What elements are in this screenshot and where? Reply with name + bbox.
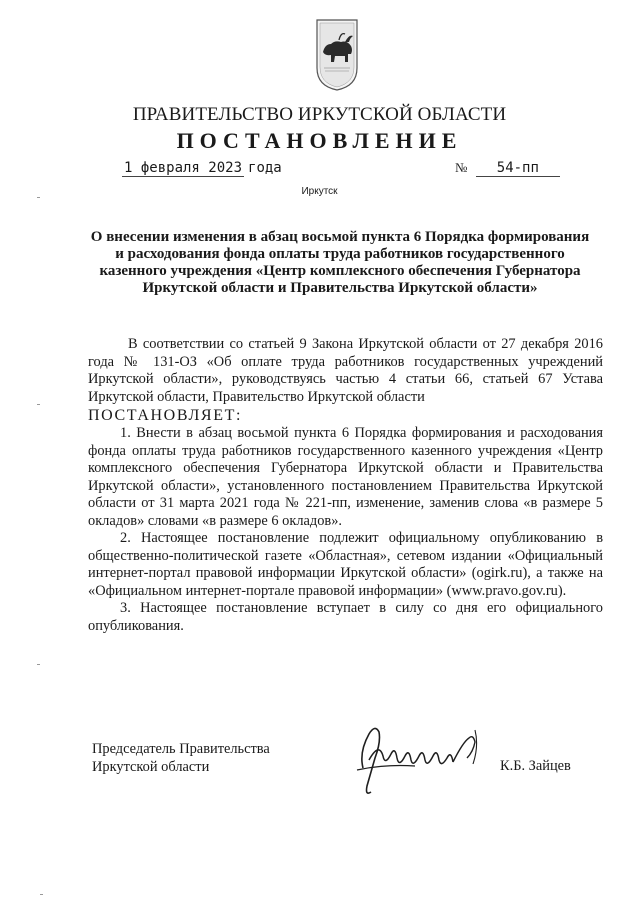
- item-paragraph-1: 1. Внести в абзац восьмой пункта 6 Порядка формирования и расходования фонда оплаты труда работников государственного казенного учреждения «Центр комплексного обеспечения Губернатора Иркутской области и Правительства Иркутской области», установленного постановлением Правительства Иркутской области от 31 марта 2021 года № 221-пп, изменение, заменив слова «в размере 5 окладов» словами «в размере 6 окладов».: [88, 425, 603, 529]
- document-body: [88, 336, 603, 635]
- document-number: [455, 160, 560, 177]
- scan-speck: [37, 197, 40, 198]
- number-sign: №: [455, 160, 468, 175]
- handwritten-signature: [345, 712, 495, 804]
- date-value: 1 февраля 2023: [124, 160, 243, 176]
- organization-name: ПРАВИТЕЛЬСТВО ИРКУТСКОЙ ОБЛАСТИ: [132, 104, 507, 125]
- resolves-heading: ПОСТАНОВЛЯЕТ:: [88, 407, 242, 424]
- item-paragraph-2: 2. Настоящее постановление подлежит официальному опубликованию в общественно-политической газете «Областная», сетевом издании «Официальный интернет-портал правовой информации Иркутской области» (ogirk.ru), а также на «Официальном интернет-портале правовой информации» (www.pravo.gov.ru).: [88, 530, 603, 599]
- scan-speck: [37, 404, 40, 405]
- signatory-position: [92, 740, 270, 776]
- irkutsk-coat-of-arms-icon: [315, 18, 359, 92]
- document-title: О внесении изменения в абзац восьмой пункта 6 Порядка формирования и расходования фонда оплаты труда работников государственного казенного учреждения «Центр комплексного обеспечения Губернатора Иркутской области и Правительства Иркутской области»: [90, 229, 590, 296]
- number-value: 54-пп: [476, 160, 560, 177]
- document-date: [122, 160, 282, 176]
- city-name: Иркутск: [301, 186, 338, 197]
- position-line-2: Иркутской области: [92, 759, 210, 775]
- item-paragraph-3: 3. Настоящее постановление вступает в силу со дня его официального опубликования.: [88, 600, 603, 634]
- scan-speck: [37, 664, 40, 665]
- preamble-paragraph: В соответствии со статьей 9 Закона Иркутской области от 27 декабря 2016 года № 131-ОЗ «Об оплате труда работников государственных учреждений Иркутской области», руководствуясь частью 4 статьи 66, статьей 67 Устава Иркутской области, Правительство Иркутской области: [88, 336, 603, 405]
- position-line-1: Председатель Правительства: [92, 741, 270, 757]
- scan-speck: [40, 894, 43, 895]
- signer-name: К.Б. Зайцев: [500, 758, 571, 774]
- date-suffix: года: [248, 160, 282, 176]
- document-type: ПОСТАНОВЛЕНИЕ: [176, 128, 463, 153]
